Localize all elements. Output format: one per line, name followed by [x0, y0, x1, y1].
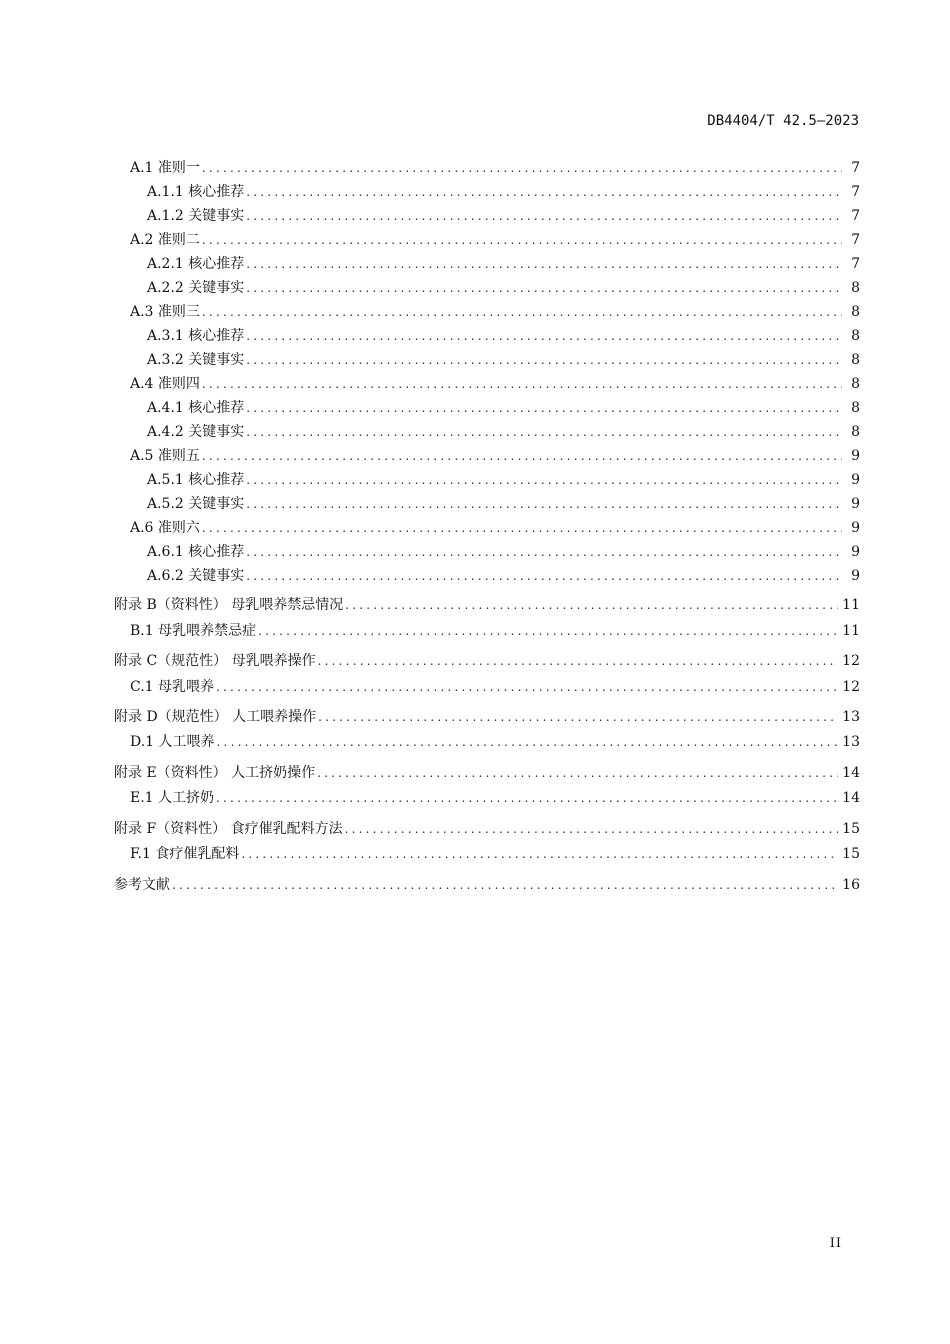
- toc-leader: [246, 255, 842, 273]
- toc-leader: [172, 876, 838, 894]
- toc-page: 14: [842, 790, 860, 806]
- toc-page: 14: [842, 765, 860, 781]
- toc-label: A.1.1 核心推荐: [147, 184, 245, 200]
- toc-page: 8: [851, 304, 860, 320]
- toc-entry-a2-1[interactable]: [147, 255, 860, 273]
- toc-label: D.1 人工喂养: [130, 734, 215, 750]
- toc-page: 15: [842, 846, 860, 862]
- toc-page: 12: [842, 653, 860, 669]
- toc-entry-a2[interactable]: [130, 231, 860, 249]
- toc-leader: [246, 279, 842, 297]
- toc-label: A.4.1 核心推荐: [147, 400, 245, 416]
- toc-entry-a3-2[interactable]: [147, 351, 860, 369]
- toc-page: 13: [842, 709, 860, 725]
- toc-entry-appendix-d[interactable]: [114, 708, 860, 726]
- toc-page: 9: [851, 520, 860, 536]
- toc-leader: [202, 303, 842, 321]
- toc-label: A.1 准则一: [130, 160, 200, 176]
- toc-entry-a1-2[interactable]: [147, 207, 860, 225]
- toc-page: 7: [851, 232, 860, 248]
- toc-entry-appendix-b[interactable]: [114, 596, 860, 614]
- toc-entry-a1-1[interactable]: [147, 183, 860, 201]
- toc-label: 附录 D（规范性） 人工喂养操作: [114, 709, 317, 725]
- toc-page: 8: [851, 376, 860, 392]
- toc-label: A.4.2 关键事实: [147, 424, 245, 440]
- toc-entry-d1[interactable]: [130, 733, 860, 751]
- toc-leader: [246, 327, 842, 345]
- toc-entry-a4-2[interactable]: [147, 423, 860, 441]
- toc-leader: [246, 351, 842, 369]
- toc-label: 附录 B（资料性） 母乳喂养禁忌情况: [114, 597, 344, 613]
- toc-page: 8: [851, 352, 860, 368]
- toc-leader: [202, 447, 842, 465]
- toc-leader: [246, 399, 842, 417]
- toc-entry-appendix-f[interactable]: [114, 820, 860, 838]
- toc-leader: [246, 207, 842, 225]
- toc-label: A.6.1 核心推荐: [147, 544, 245, 560]
- toc-label: A.2 准则二: [130, 232, 200, 248]
- toc-label: E.1 人工挤奶: [130, 790, 215, 806]
- toc-leader: [258, 622, 838, 640]
- toc-label: A.2.2 关键事实: [147, 280, 245, 296]
- toc-label: A.3.1 核心推荐: [147, 328, 245, 344]
- toc-entry-appendix-c[interactable]: [114, 652, 860, 670]
- toc-entry-a3[interactable]: [130, 303, 860, 321]
- toc-leader: [202, 375, 842, 393]
- toc-leader: [318, 652, 839, 670]
- toc-page: 11: [842, 597, 860, 613]
- toc-leader: [202, 159, 842, 177]
- toc-page: 16: [842, 877, 860, 893]
- toc-entry-appendix-e[interactable]: [114, 764, 860, 782]
- toc-page: 12: [842, 679, 860, 695]
- toc-page: 8: [851, 424, 860, 440]
- toc-entry-a4-1[interactable]: [147, 399, 860, 417]
- toc-page: 7: [851, 208, 860, 224]
- toc-leader: [345, 596, 838, 614]
- toc-label: 参考文献: [114, 877, 170, 893]
- toc-entry-references[interactable]: [114, 876, 860, 894]
- toc-leader: [246, 183, 842, 201]
- toc-entry-a2-2[interactable]: [147, 279, 860, 297]
- toc-label: C.1 母乳喂养: [130, 679, 215, 695]
- toc-entry-a6-2[interactable]: [147, 567, 860, 585]
- toc-leader: [216, 678, 838, 696]
- toc-label: A.3.2 关键事实: [147, 352, 245, 368]
- toc-entry-b1[interactable]: [130, 622, 860, 640]
- toc-page: 9: [851, 472, 860, 488]
- toc-entry-a6[interactable]: [130, 519, 860, 537]
- toc-label: A.5.2 关键事实: [147, 496, 245, 512]
- toc-label: A.1.2 关键事实: [147, 208, 245, 224]
- toc-leader: [246, 543, 842, 561]
- toc-label: 附录 C（规范性） 母乳喂养操作: [114, 653, 316, 669]
- toc-page: 8: [851, 280, 860, 296]
- toc-label: 附录 E（资料性） 人工挤奶操作: [114, 765, 316, 781]
- toc-label: A.5.1 核心推荐: [147, 472, 245, 488]
- toc-entry-f1[interactable]: [130, 845, 860, 863]
- document-id: DB4404/T 42.5—2023: [707, 113, 859, 129]
- toc-label: A.2.1 核心推荐: [147, 256, 245, 272]
- toc-page: 8: [851, 328, 860, 344]
- toc-label: A.4 准则四: [130, 376, 200, 392]
- toc-entry-a3-1[interactable]: [147, 327, 860, 345]
- toc-leader: [246, 567, 842, 585]
- toc-page: 9: [851, 568, 860, 584]
- toc-entry-e1[interactable]: [130, 789, 860, 807]
- toc-page: 7: [851, 184, 860, 200]
- toc-label: F.1 食疗催乳配料: [130, 846, 240, 862]
- toc-entry-a5-1[interactable]: [147, 471, 860, 489]
- toc-page: 7: [851, 160, 860, 176]
- toc-page: 9: [851, 544, 860, 560]
- toc-entry-a5[interactable]: [130, 447, 860, 465]
- toc-entry-c1[interactable]: [130, 678, 860, 696]
- toc-leader: [217, 733, 839, 751]
- toc-page: 11: [842, 623, 860, 639]
- toc-entry-a6-1[interactable]: [147, 543, 860, 561]
- toc-label: A.6 准则六: [130, 520, 200, 536]
- toc-entry-a1[interactable]: [130, 159, 860, 177]
- toc-leader: [246, 423, 842, 441]
- toc-entry-a4[interactable]: [130, 375, 860, 393]
- toc-leader: [345, 820, 839, 838]
- toc-label: 附录 F（资料性） 食疗催乳配料方法: [114, 821, 343, 837]
- toc-page: 9: [851, 448, 860, 464]
- page-number: II: [829, 1236, 842, 1251]
- toc-leader: [318, 708, 838, 726]
- toc-leader: [246, 471, 842, 489]
- toc-label: B.1 母乳喂养禁忌症: [130, 623, 257, 639]
- toc-entry-a5-2[interactable]: [147, 495, 860, 513]
- toc-page: 8: [851, 400, 860, 416]
- toc-leader: [202, 231, 842, 249]
- toc-page: 15: [842, 821, 860, 837]
- toc-leader: [241, 845, 838, 863]
- toc-leader: [216, 789, 838, 807]
- toc-label: A.5 准则五: [130, 448, 200, 464]
- toc-leader: [317, 764, 838, 782]
- toc-label: A.6.2 关键事实: [147, 568, 245, 584]
- toc-leader: [246, 495, 842, 513]
- toc-label: A.3 准则三: [130, 304, 200, 320]
- toc-leader: [202, 519, 842, 537]
- toc-page: 7: [851, 256, 860, 272]
- toc-page: 9: [851, 496, 860, 512]
- toc-page: 13: [842, 734, 860, 750]
